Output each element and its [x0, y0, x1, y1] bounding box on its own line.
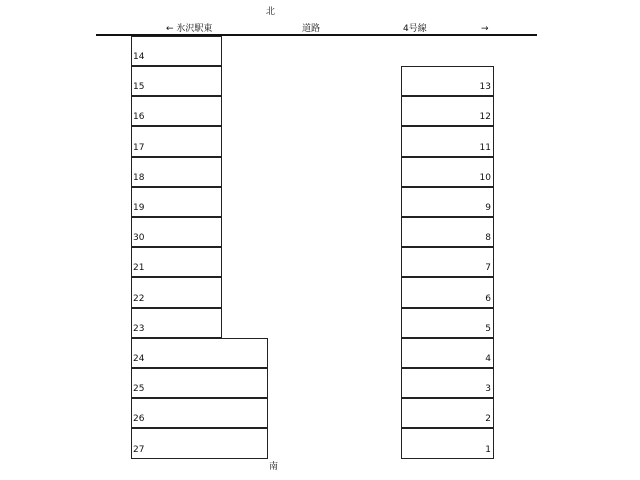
slot-number: 3 — [485, 384, 491, 395]
parking-slot — [131, 338, 268, 368]
road-right-label: 4号線 — [403, 24, 427, 34]
north-label: 北 — [266, 7, 276, 17]
slot-number: 8 — [485, 233, 491, 244]
slot-number: 2 — [485, 414, 491, 425]
slot-number: 19 — [133, 203, 145, 213]
parking-slot — [131, 217, 222, 247]
slot-number: 21 — [133, 263, 145, 274]
parking-slot — [131, 428, 268, 458]
slot-number: 9 — [485, 203, 491, 213]
slot-number: 7 — [485, 263, 491, 274]
parking-slot — [131, 187, 222, 217]
south-label: 南 — [269, 462, 279, 472]
road-right-arrow: → — [481, 24, 489, 34]
parking-slot — [131, 368, 268, 398]
slot-number: 26 — [133, 414, 145, 425]
slot-number: 27 — [133, 444, 145, 455]
parking-slot — [131, 308, 222, 338]
parking-slot — [131, 126, 222, 156]
slot-number: 30 — [133, 233, 145, 244]
slot-number: 23 — [133, 323, 145, 334]
parking-slot — [131, 247, 222, 277]
parking-slot — [131, 157, 222, 187]
slot-number: 10 — [479, 172, 491, 183]
parking-slot — [131, 277, 222, 307]
road-left-label: ← 氷沢駅東 — [166, 24, 213, 34]
slot-number: 12 — [479, 112, 491, 123]
parking-slot — [131, 398, 268, 428]
slot-number: 4 — [485, 354, 491, 364]
slot-number: 25 — [133, 384, 145, 395]
slot-number: 1 — [485, 444, 491, 455]
slot-number: 17 — [133, 142, 145, 153]
slot-number: 18 — [133, 172, 145, 183]
slot-number: 14 — [133, 52, 145, 62]
slot-number: 5 — [485, 323, 491, 334]
slot-number: 22 — [133, 293, 145, 304]
slot-number: 15 — [133, 82, 145, 93]
slot-number: 16 — [133, 112, 145, 123]
slot-number: 6 — [485, 293, 491, 304]
parking-slot — [131, 96, 222, 126]
parking-slot — [131, 36, 222, 66]
road-center-label: 道路 — [302, 24, 321, 34]
slot-number: 24 — [133, 354, 145, 364]
parking-slot — [131, 66, 222, 96]
slot-number: 11 — [479, 142, 491, 153]
slot-number: 13 — [479, 82, 491, 93]
